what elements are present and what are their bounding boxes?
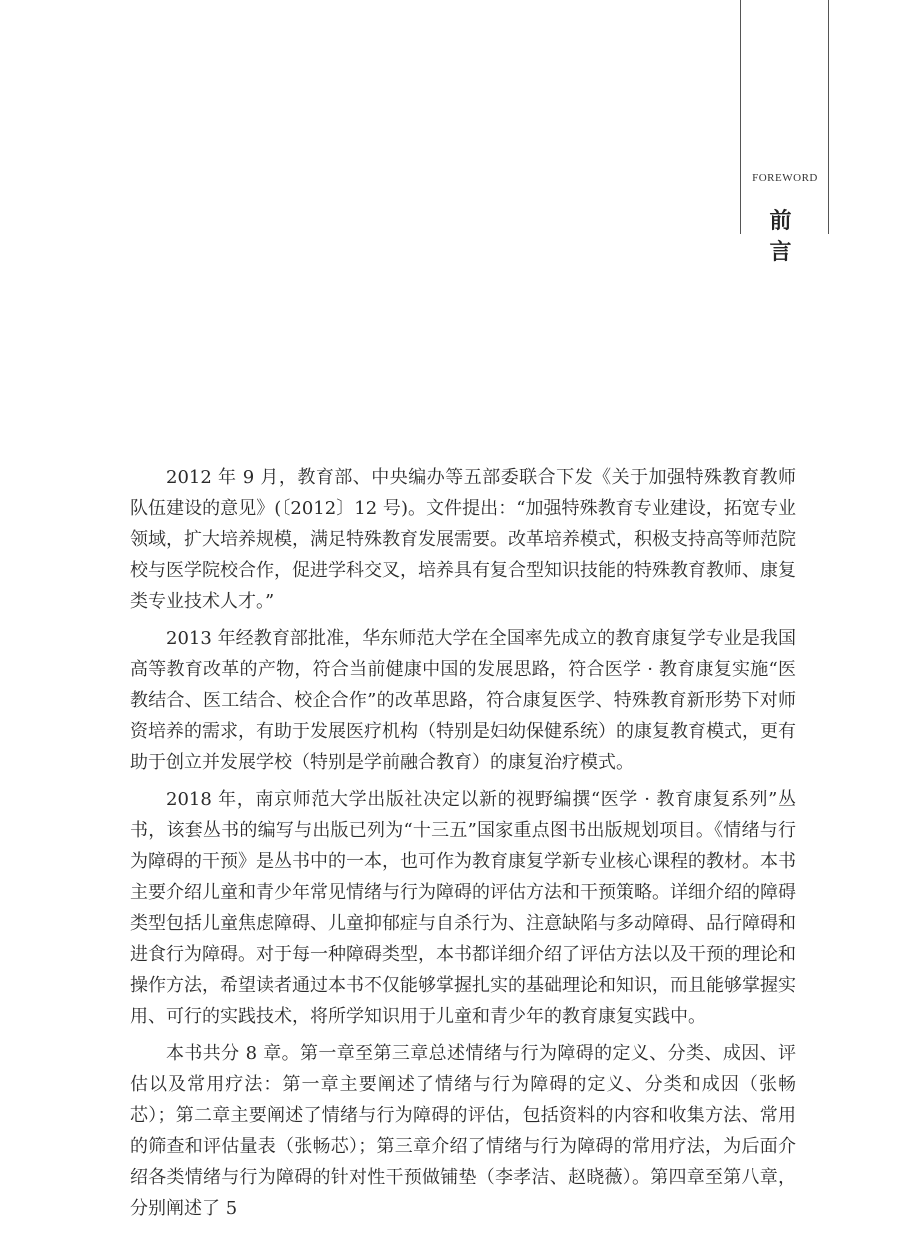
body-text xyxy=(130,462,796,1230)
paragraph-3: 2018 年，南京师范大学出版社决定以新的视野编撰“医学 · 教育康复系列”丛书，该套丛书的编写与出版已列为“十三五”国家重点图书出版规划项目。《情绪与行为障碍的干预》是丛书中的一本，也可作为教育康复学新专业核心课程的教材。本书主要介绍儿童和青少年常见情绪与行为障碍的评估方法和干预策略。详细介绍的障碍类型包括儿童焦虑障碍、儿童抑郁症与自杀行为、注意缺陷与多动障碍、品行障碍和进食行为障碍。对于每一种障碍类型，本书都详细介绍了评估方法以及干预的理论和操作方法，希望读者通过本书不仅能够掌握扎实的基础理论和知识，而且能够掌握实用、可行的实践技术，将所学知识用于儿童和青少年的教育康复实践中。 xyxy=(130,789,796,1027)
paragraph-4: 本书共分 8 章。第一章至第三章总述情绪与行为障碍的定义、分类、成因、评估以及常用疗法：第一章主要阐述了情绪与行为障碍的定义、分类和成因（张畅芯）；第二章主要阐述了情绪与行为障碍的评估，包括资料的内容和收集方法、常用的筛查和评估量表（张畅芯）；第三章介绍了情绪与行为障碍的常用疗法，为后面介绍各类情绪与行为障碍的针对性干预做铺垫（李孝洁、赵晓薇）。第四章至第八章，分别阐述了 5 xyxy=(130,1043,796,1219)
header-divider-left xyxy=(740,0,741,234)
section-label: FOREWORD xyxy=(752,172,818,184)
paragraph-2: 2013 年经教育部批准，华东师范大学在全国率先成立的教育康复学专业是我国高等教育改革的产物，符合当前健康中国的发展思路，符合医学 · 教育康复实施“医教结合、医工结合、校企合作”的改革思路，符合康复医学、特殊教育新形势下对师资培养的需求，有助于发展医疗机构（特别是妇幼保健系统）的康复教育模式，更有助于创立并发展学校（特别是学前融合教育）的康复治疗模式。 xyxy=(130,628,796,773)
paragraph-1: 2012 年 9 月，教育部、中央编办等五部委联合下发《关于加强特殊教育教师队伍建设的意见》(〔2012〕12 号)。文件提出：“加强特殊教育专业建设，拓宽专业领域，扩大培养规模，满足特殊教育发展需要。改革培养模式，积极支持高等师范院校与医学院校合作，促进学科交叉，培养具有复合型知识技能的特殊教育教师、康复类专业技术人才。” xyxy=(130,467,796,612)
page-title: 前 言 xyxy=(769,209,801,265)
header-divider-right xyxy=(828,0,829,234)
